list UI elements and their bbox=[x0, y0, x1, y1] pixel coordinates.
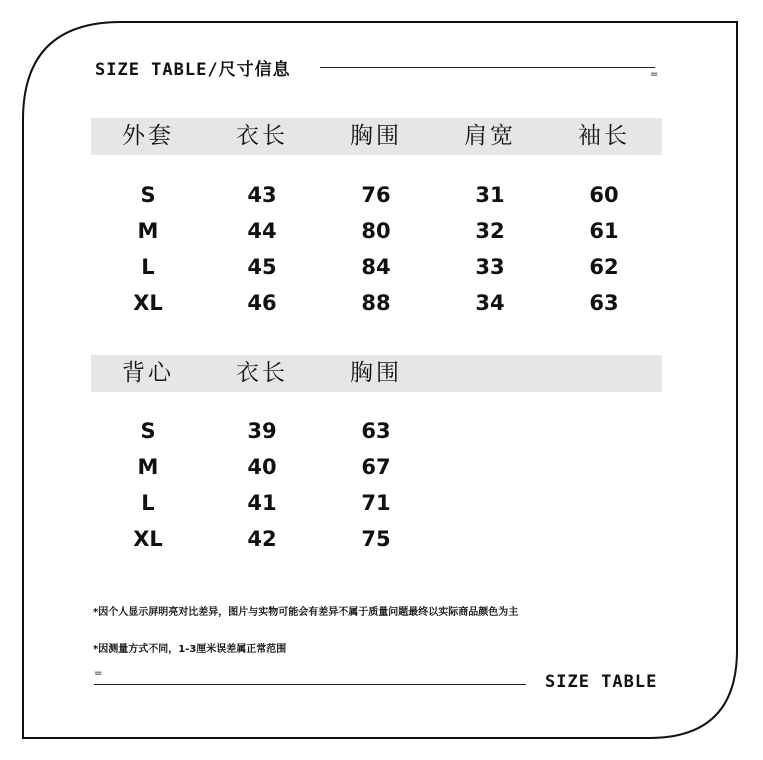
size-cell: L bbox=[141, 255, 155, 279]
value-cell: 33 bbox=[475, 255, 505, 279]
note-measurement-error: *因测量方式不同，1-3厘米误差属正常范围 bbox=[93, 644, 287, 655]
vest-row bbox=[91, 413, 662, 449]
jacket-header-cell: 肩宽 bbox=[464, 123, 516, 149]
jacket-header-cell: 衣长 bbox=[236, 123, 288, 149]
jacket-header-cell: 胸围 bbox=[350, 123, 402, 149]
title-mark: = bbox=[650, 69, 659, 80]
jacket-row bbox=[91, 177, 662, 213]
size-cell: XL bbox=[133, 291, 163, 315]
value-cell: 84 bbox=[361, 255, 391, 279]
size-cell: L bbox=[141, 491, 155, 515]
footer-title: SIZE TABLE bbox=[545, 672, 658, 692]
footer-mark: = bbox=[94, 668, 103, 679]
value-cell: 62 bbox=[589, 255, 619, 279]
value-cell: 42 bbox=[247, 527, 277, 551]
value-cell: 41 bbox=[247, 491, 277, 515]
value-cell: 44 bbox=[247, 219, 277, 243]
footer-line bbox=[94, 684, 526, 685]
jacket-row bbox=[91, 285, 662, 321]
value-cell: 71 bbox=[361, 491, 391, 515]
value-cell: 76 bbox=[361, 183, 391, 207]
page-title: SIZE TABLE/尺寸信息 bbox=[95, 60, 291, 80]
size-cell: S bbox=[140, 419, 156, 443]
value-cell: 32 bbox=[475, 219, 505, 243]
value-cell: 43 bbox=[247, 183, 277, 207]
size-cell: M bbox=[137, 455, 159, 479]
vest-row bbox=[91, 485, 662, 521]
note-display-difference: *因个人显示屏明亮对比差异，图片与实物可能会有差异不属于质量问题最终以实际商品颜色为主 bbox=[93, 607, 519, 618]
value-cell: 31 bbox=[475, 183, 505, 207]
size-cell: XL bbox=[133, 527, 163, 551]
value-cell: 75 bbox=[361, 527, 391, 551]
size-cell: M bbox=[137, 219, 159, 243]
value-cell: 61 bbox=[589, 219, 619, 243]
value-cell: 46 bbox=[247, 291, 277, 315]
value-cell: 80 bbox=[361, 219, 391, 243]
vest-header-cell: 胸围 bbox=[350, 360, 402, 386]
value-cell: 63 bbox=[361, 419, 391, 443]
jacket-row bbox=[91, 249, 662, 285]
jacket-table-header bbox=[91, 118, 662, 155]
value-cell: 67 bbox=[361, 455, 391, 479]
vest-header-cell: 衣长 bbox=[236, 360, 288, 386]
vest-row bbox=[91, 521, 662, 557]
jacket-header-cell: 外套 bbox=[122, 123, 174, 149]
value-cell: 34 bbox=[475, 291, 505, 315]
vest-table-header bbox=[91, 355, 662, 392]
title-underline bbox=[320, 67, 655, 68]
value-cell: 40 bbox=[247, 455, 277, 479]
value-cell: 60 bbox=[589, 183, 619, 207]
value-cell: 45 bbox=[247, 255, 277, 279]
jacket-header-cell: 袖长 bbox=[578, 123, 630, 149]
jacket-row bbox=[91, 213, 662, 249]
value-cell: 63 bbox=[589, 291, 619, 315]
vest-row bbox=[91, 449, 662, 485]
vest-header-cell: 背心 bbox=[122, 360, 174, 386]
value-cell: 88 bbox=[361, 291, 391, 315]
size-cell: S bbox=[140, 183, 156, 207]
value-cell: 39 bbox=[247, 419, 277, 443]
